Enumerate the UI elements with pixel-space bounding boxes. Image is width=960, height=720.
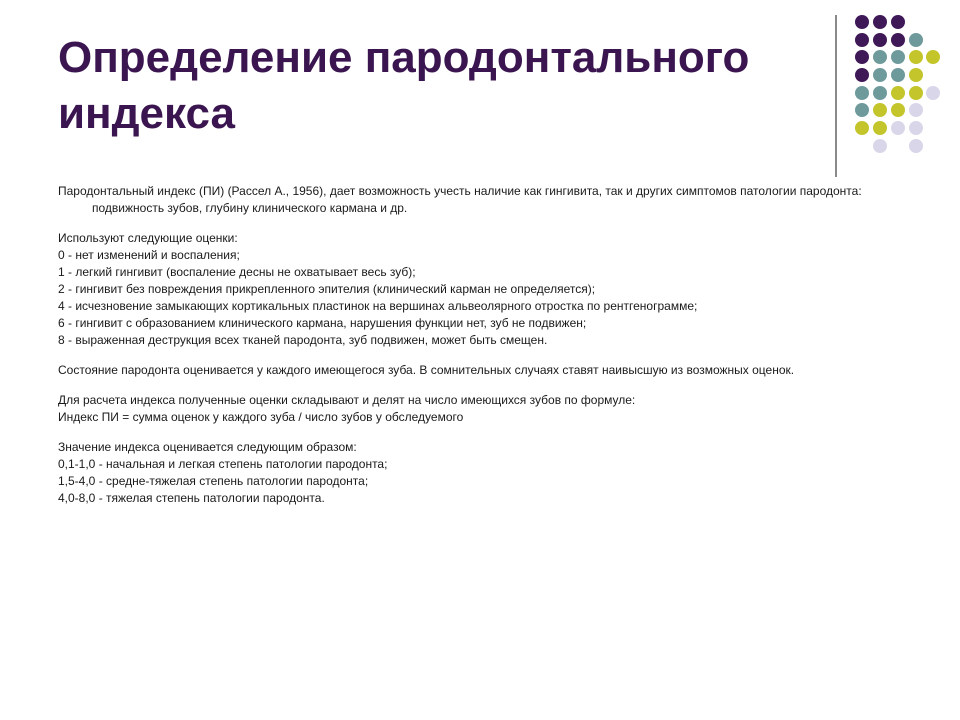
dot-icon	[873, 103, 887, 117]
dot-icon	[909, 139, 923, 153]
dot-icon	[855, 33, 869, 47]
dot-icon	[891, 103, 905, 117]
assessment-note: Состояние пародонта оценивается у каждого имеющегося зуба. В сомнительных случаях ставят наивысшую из возможных оценок.	[58, 363, 795, 377]
score-item: 4 - исчезновение замыкающих кортикальных пластинок на вершинах альвеолярного отростка по рентгенограмме;	[58, 299, 698, 313]
dot-icon	[926, 50, 940, 64]
dot-icon	[855, 68, 869, 82]
dot-icon	[909, 103, 923, 117]
dot-icon	[855, 50, 869, 64]
intro-paragraph: Пародонтальный индекс (ПИ) (Рассел А., 1956), дает возможность учесть наличие как гингивита, так и других симптомов патологии пародонта: подвижность зубов, глубину клинического кармана и др.	[58, 184, 862, 215]
dot-icon	[873, 121, 887, 135]
dot-icon	[873, 50, 887, 64]
dot-icon	[926, 86, 940, 100]
range-item: 1,5-4,0 - средне-тяжелая степень патологии пародонта;	[58, 474, 369, 488]
score-item: 6 - гингивит с образованием клинического кармана, нарушения функции нет, зуб не подвижен;	[58, 316, 587, 330]
scores-heading: Используют следующие оценки:	[58, 231, 238, 245]
dot-icon	[873, 68, 887, 82]
score-item: 1 - легкий гингивит (воспаление десны не охватывает весь зуб);	[58, 265, 416, 279]
range-item: 4,0-8,0 - тяжелая степень патологии пародонта.	[58, 491, 325, 505]
dot-icon	[873, 86, 887, 100]
ranges-heading: Значение индекса оценивается следующим образом:	[58, 440, 357, 454]
dot-icon	[873, 33, 887, 47]
score-item: 8 - выраженная деструкция всех тканей пародонта, зуб подвижен, может быть смещен.	[58, 333, 548, 347]
score-item: 0 - нет изменений и воспаления;	[58, 248, 240, 262]
dot-icon	[891, 121, 905, 135]
dot-icon	[909, 121, 923, 135]
slide-title	[58, 30, 828, 142]
dot-icon	[909, 68, 923, 82]
formula: Индекс ПИ = сумма оценок у каждого зуба / число зубов у обследуемого	[58, 410, 464, 424]
formula-intro: Для расчета индекса полученные оценки складывают и делят на число имеющихся зубов по формуле:	[58, 393, 636, 407]
dot-icon	[909, 50, 923, 64]
dot-icon	[855, 103, 869, 117]
dot-icon	[855, 15, 869, 29]
dot-icon	[855, 121, 869, 135]
dot-icon	[909, 33, 923, 47]
dot-icon	[873, 15, 887, 29]
dot-icon	[873, 139, 887, 153]
dot-icon	[909, 86, 923, 100]
dot-icon	[891, 68, 905, 82]
dot-icon	[891, 33, 905, 47]
score-item: 2 - гингивит без повреждения прикрепленного эпителия (клинический карман не определяется);	[58, 282, 596, 296]
dot-icon	[855, 86, 869, 100]
title-line-2: индекса	[58, 89, 235, 138]
range-item: 0,1-1,0 - начальная и легкая степень патологии пародонта;	[58, 457, 388, 471]
slide-body	[58, 183, 888, 507]
dot-icon	[891, 15, 905, 29]
dot-icon	[891, 50, 905, 64]
decorative-divider	[835, 15, 837, 177]
dot-icon	[891, 86, 905, 100]
title-line-1: Определение пародонтального	[58, 33, 750, 82]
